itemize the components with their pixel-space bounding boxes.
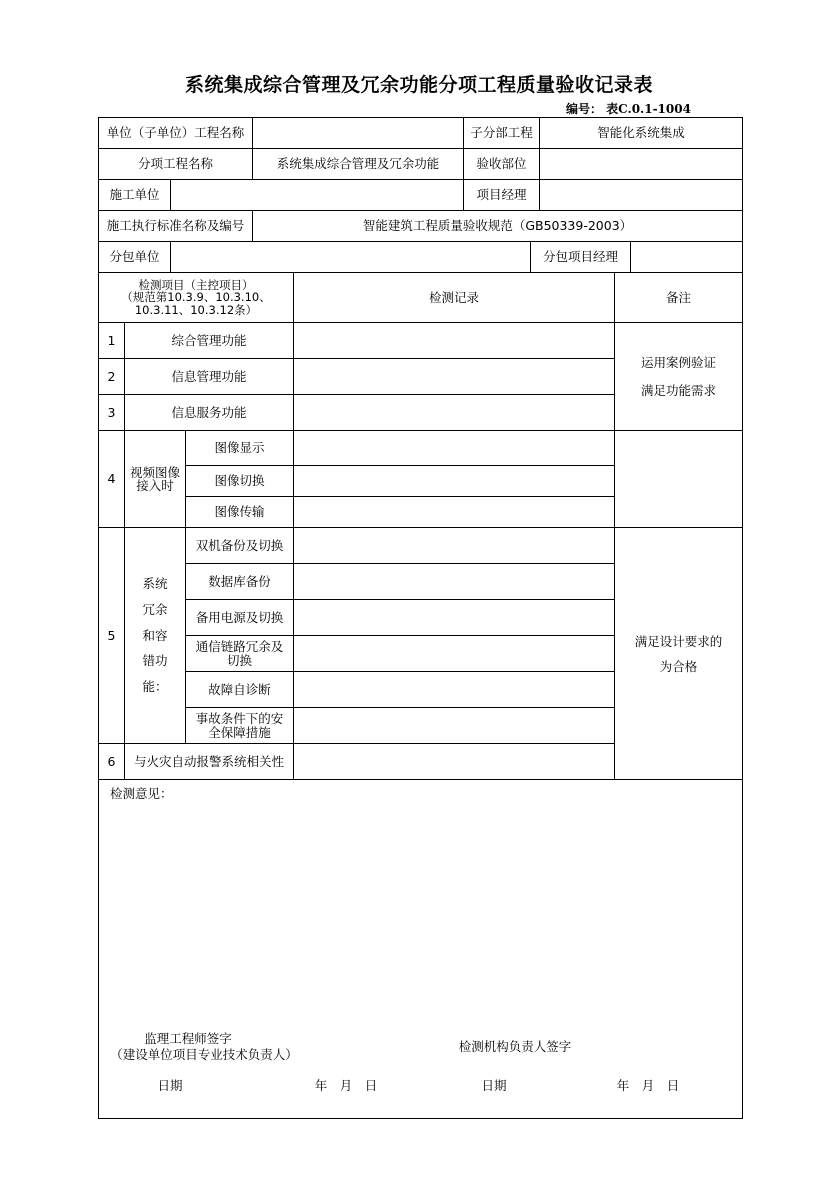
- group5-item: 通信链路冗余及 切换: [195, 639, 284, 668]
- unit-project-value[interactable]: [253, 118, 463, 148]
- project-manager-value[interactable]: [540, 180, 742, 210]
- group4-item: 图像传输: [214, 504, 265, 520]
- note-function-verification: 运用案例验证 满足功能需求: [640, 355, 716, 398]
- sub-item-value[interactable]: 系统集成综合管理及冗余功能: [276, 156, 440, 172]
- date-ymd-right[interactable]: 年 月 日: [616, 1078, 680, 1094]
- supervisor-signature-label: 监理工程师签字: [144, 1031, 232, 1047]
- form-code: 编号： 表C.0.1-1004: [566, 102, 691, 116]
- page-title: 系统集成综合管理及冗余功能分项工程质量验收记录表: [184, 74, 653, 96]
- project-manager-label: 项目经理: [476, 187, 527, 203]
- row-item-name: 信息服务功能: [171, 404, 247, 420]
- row-item-name: 信息管理功能: [171, 368, 247, 384]
- group5-record-cell[interactable]: [294, 672, 614, 707]
- row6-number: 6: [107, 753, 116, 769]
- subcontract-unit-value[interactable]: [171, 242, 530, 272]
- row-record-cell[interactable]: [294, 395, 614, 430]
- standard-label: 施工执行标准名称及编号: [106, 218, 245, 234]
- note-design-requirement: 满足设计要求的 为合格: [634, 633, 723, 674]
- group5-record-cell[interactable]: [294, 528, 614, 563]
- group5-item: 数据库备份: [208, 573, 271, 589]
- row-item-name: 综合管理功能: [171, 332, 247, 348]
- inspector-signature-label: 检测机构负责人签字: [458, 1039, 572, 1055]
- row-number: 1: [107, 332, 116, 348]
- column-header-item: 检测项目（主控项目） （规范第10.3.9、10.3.10、 10.3.11、10.3.12条）: [121, 278, 271, 317]
- construction-unit-value[interactable]: [171, 180, 463, 210]
- date-ymd-left[interactable]: 年 月 日: [314, 1078, 378, 1094]
- row-record-cell[interactable]: [294, 323, 614, 358]
- group5-number: 5: [107, 627, 116, 643]
- group5-record-cell[interactable]: [294, 636, 614, 671]
- group4-label: 视频图像 接入时: [129, 464, 180, 493]
- column-header-record: 检测记录: [428, 289, 479, 305]
- group4-record-cell[interactable]: [294, 497, 614, 527]
- group5-label: 系统 冗余 和容 错功 能：: [142, 576, 168, 694]
- group4-item: 图像切换: [214, 473, 265, 489]
- sub-division-label: 子分部工程: [470, 125, 533, 141]
- sub-division-value[interactable]: 智能化系统集成: [597, 125, 685, 141]
- row-number: 3: [107, 404, 116, 420]
- group5-record-cell[interactable]: [294, 564, 614, 599]
- unit-project-label: 单位（子单位）工程名称: [106, 125, 245, 141]
- group4-item: 图像显示: [214, 440, 265, 456]
- group5-item: 故障自诊断: [208, 681, 271, 697]
- date-label-right: 日期: [481, 1078, 507, 1094]
- subcontract-pm-value[interactable]: [631, 242, 742, 272]
- date-label-left: 日期: [157, 1078, 183, 1094]
- acceptance-part-value[interactable]: [540, 149, 742, 179]
- sub-item-label: 分项工程名称: [137, 156, 213, 172]
- column-header-note: 备注: [665, 289, 691, 305]
- row6-item-name: 与火灾自动报警系统相关性: [133, 753, 284, 769]
- group5-item: 事故条件下的安 全保障措施: [195, 711, 284, 740]
- group5-item: 双机备份及切换: [195, 537, 284, 553]
- group5-item: 备用电源及切换: [195, 609, 284, 625]
- subcontract-unit-label: 分包单位: [109, 249, 160, 265]
- group5-record-cell[interactable]: [294, 600, 614, 635]
- row-number: 2: [107, 368, 116, 384]
- opinion-label: 检测意见：: [110, 786, 173, 802]
- group4-record-cell[interactable]: [294, 431, 614, 465]
- group5-record-cell[interactable]: [294, 708, 614, 743]
- supervisor-signature-sublabel: （建设单位项目专业技术负责人）: [110, 1047, 298, 1063]
- row6-record-cell[interactable]: [294, 744, 614, 779]
- subcontract-pm-label: 分包项目经理: [542, 249, 618, 265]
- acceptance-part-label: 验收部位: [476, 156, 527, 172]
- group4-record-cell[interactable]: [294, 466, 614, 496]
- row-record-cell[interactable]: [294, 359, 614, 394]
- opinion-input-area[interactable]: [104, 805, 734, 1025]
- standard-value[interactable]: 智能建筑工程质量验收规范（GB50339-2003）: [362, 218, 633, 234]
- construction-unit-label: 施工单位: [109, 187, 160, 203]
- group4-number: 4: [107, 471, 116, 487]
